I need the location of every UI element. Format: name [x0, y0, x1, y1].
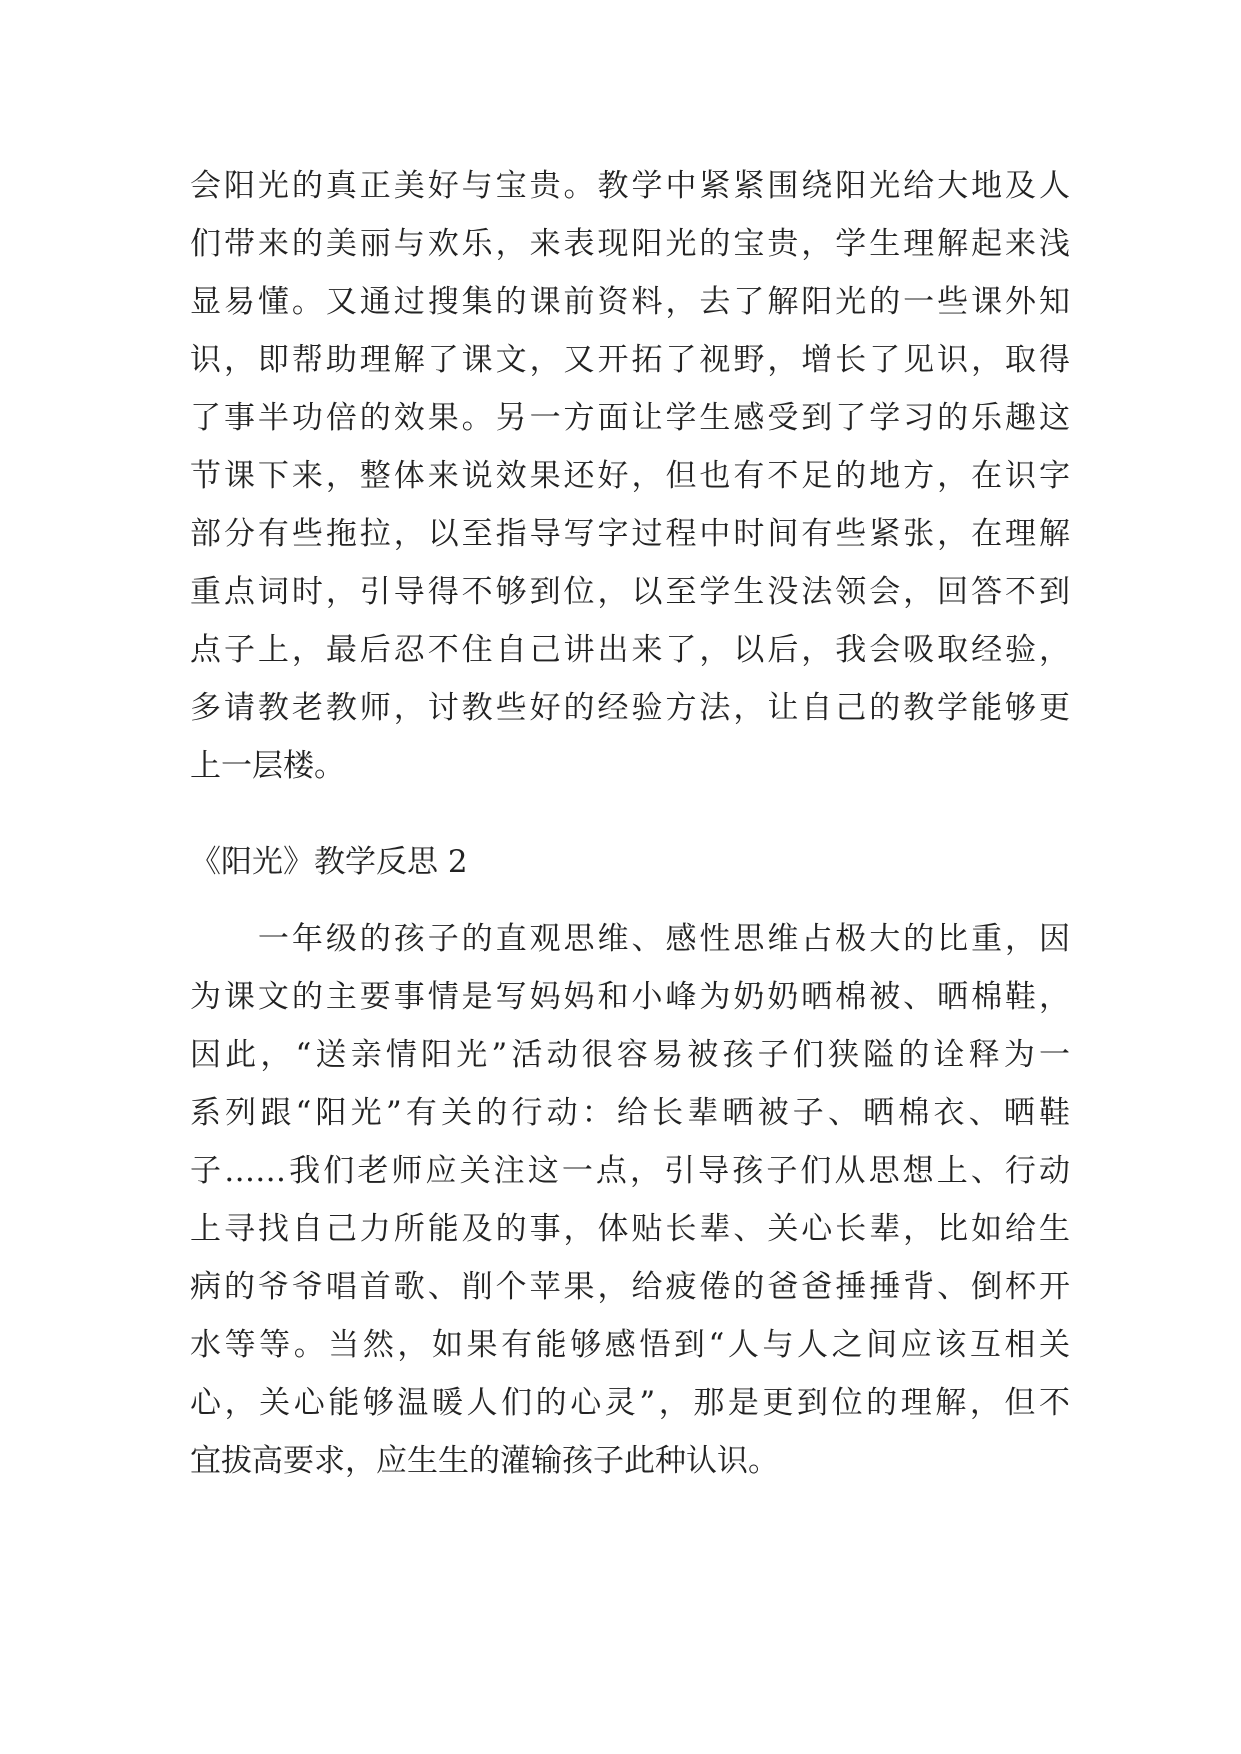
text-line: 病的爷爷唱首歌、削个苹果，给疲倦的爸爸捶捶背、倒杯开 [190, 1269, 1070, 1305]
text-line: 识，即帮助理解了课文，又开拓了视野，增长了见识，取得 [190, 342, 1070, 378]
text-line: 节课下来，整体来说效果还好，但也有不足的地方，在识字 [190, 458, 1070, 494]
text-line: 一年级的孩子的直观思维、感性思维占极大的比重，因 [190, 921, 1070, 957]
text-line: 显易懂。又通过搜集的课前资料，去了解阳光的一些课外知 [190, 284, 1070, 320]
text-line: 因此，“送亲情阳光”活动很容易被孩子们狭隘的诠释为一 [190, 1037, 1070, 1073]
text-line: 心，关心能够温暖人们的心灵”，那是更到位的理解，但不 [190, 1385, 1070, 1421]
text-line: 为课文的主要事情是写妈妈和小峰为奶奶晒棉被、晒棉鞋， [190, 979, 1070, 1015]
text-line: 宜拔高要求，应生生的灌输孩子此种认识。 [190, 1443, 779, 1479]
text-line: 上寻找自己力所能及的事，体贴长辈、关心长辈，比如给生 [190, 1211, 1070, 1247]
text-line: 部分有些拖拉，以至指导写字过程中时间有些紧张，在理解 [190, 516, 1070, 552]
text-line: 多请教老教师，讨教些好的经验方法，让自己的教学能够更 [190, 690, 1070, 726]
paragraph-reflection-2 [190, 910, 1070, 1490]
paragraph-reflection-1 [190, 157, 1070, 795]
text-line: 水等等。当然，如果有能够感悟到“人与人之间应该互相关 [190, 1327, 1070, 1363]
text-line: 系列跟“阳光”有关的行动：给长辈晒被子、晒棉衣、晒鞋 [190, 1095, 1070, 1131]
text-line: 重点词时，引导得不够到位，以至学生没法领会，回答不到 [190, 574, 1070, 610]
text-line: 们带来的美丽与欢乐，来表现阳光的宝贵，学生理解起来浅 [190, 226, 1070, 262]
section-heading: 《阳光》教学反思 2 [190, 844, 468, 880]
text-line: 子……我们老师应关注这一点，引导孩子们从思想上、行动 [190, 1153, 1070, 1189]
text-line: 会阳光的真正美好与宝贵。教学中紧紧围绕阳光给大地及人 [190, 168, 1070, 204]
text-line: 上一层楼。 [190, 748, 345, 784]
text-line: 了事半功倍的效果。另一方面让学生感受到了学习的乐趣这 [190, 400, 1070, 436]
text-line: 点子上，最后忍不住自己讲出来了，以后，我会吸取经验， [190, 632, 1070, 668]
